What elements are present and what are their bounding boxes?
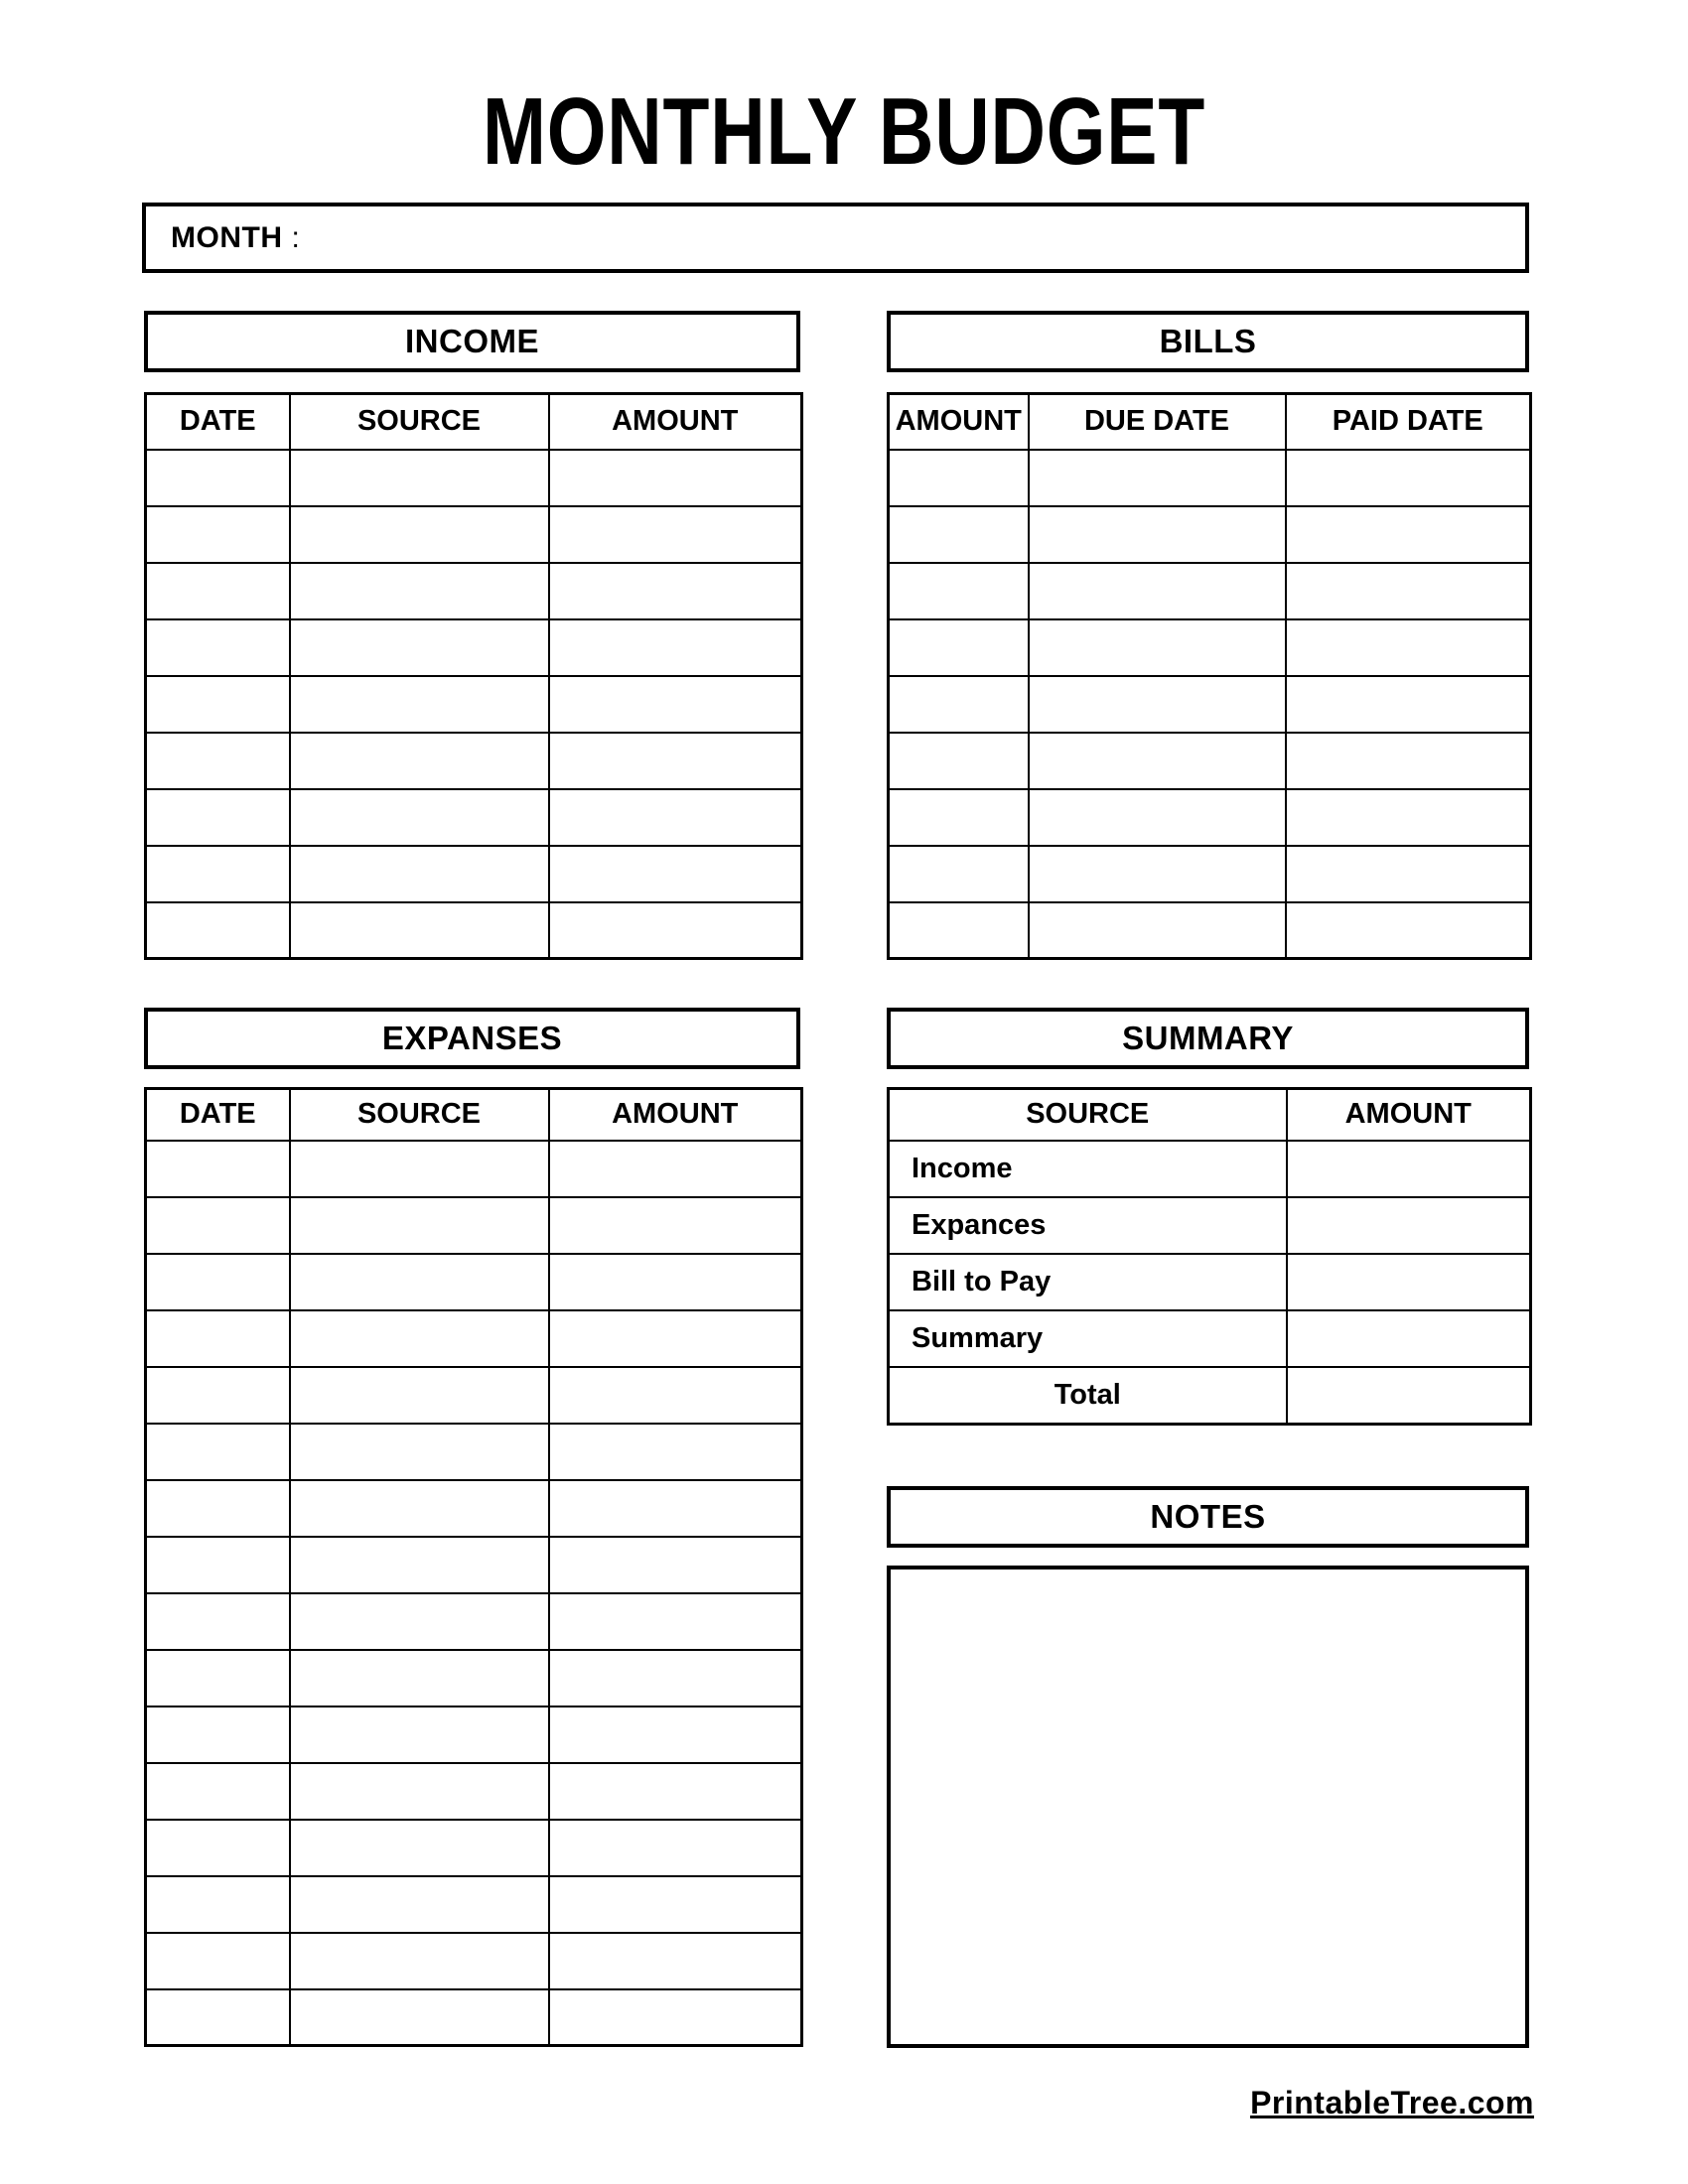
table-row: [889, 733, 1531, 789]
page-title: MONTHLY BUDGET: [482, 78, 1206, 185]
summary-row-summary: [889, 1310, 1531, 1367]
empty-cell: [1029, 846, 1286, 902]
empty-cell: [290, 1480, 549, 1537]
income-col-source: SOURCE: [290, 394, 549, 450]
table-row: [146, 563, 802, 619]
income-body: [146, 450, 802, 959]
table-row: [889, 450, 1531, 506]
summary-amount-cell: [1287, 1310, 1531, 1367]
table-row: [146, 1480, 802, 1537]
empty-cell: [146, 1141, 290, 1197]
empty-cell: [549, 1876, 802, 1933]
empty-cell: [290, 1650, 549, 1706]
table-row: [146, 1310, 802, 1367]
table-row: [889, 506, 1531, 563]
empty-cell: [146, 902, 290, 959]
empty-cell: [549, 1254, 802, 1310]
bills-col-due-date: DUE DATE: [1029, 394, 1286, 450]
empty-cell: [146, 450, 290, 506]
empty-cell: [549, 733, 802, 789]
empty-cell: [146, 1876, 290, 1933]
empty-cell: [549, 1197, 802, 1254]
table-row: [146, 846, 802, 902]
summary-row-bill-to-pay: [889, 1254, 1531, 1310]
summary-label-income: Income: [889, 1141, 1287, 1197]
empty-cell: [290, 1593, 549, 1650]
table-row: [146, 676, 802, 733]
empty-cell: [146, 733, 290, 789]
summary-total-label: Total: [889, 1367, 1287, 1425]
empty-cell: [290, 846, 549, 902]
empty-cell: [290, 733, 549, 789]
empty-cell: [549, 506, 802, 563]
empty-cell: [1286, 902, 1531, 959]
bills-section-title: BILLS: [887, 311, 1529, 372]
table-row: [146, 1650, 802, 1706]
empty-cell: [889, 676, 1029, 733]
empty-cell: [290, 450, 549, 506]
empty-cell: [1286, 450, 1531, 506]
empty-cell: [146, 676, 290, 733]
expanses-col-source: SOURCE: [290, 1089, 549, 1141]
empty-cell: [290, 676, 549, 733]
bills-col-paid-date: PAID DATE: [1286, 394, 1531, 450]
table-row: [889, 846, 1531, 902]
table-row: [146, 1763, 802, 1820]
summary-total-amount-cell: [1287, 1367, 1531, 1425]
empty-cell: [1029, 789, 1286, 846]
summary-col-source: SOURCE: [889, 1089, 1287, 1141]
empty-cell: [146, 619, 290, 676]
month-label: MONTH: [171, 220, 283, 254]
table-row: [146, 1820, 802, 1876]
empty-cell: [889, 789, 1029, 846]
empty-cell: [290, 1197, 549, 1254]
expanses-header-row: [146, 1089, 802, 1141]
empty-cell: [146, 1763, 290, 1820]
empty-cell: [549, 1763, 802, 1820]
empty-cell: [1029, 619, 1286, 676]
table-row: [146, 1141, 802, 1197]
empty-cell: [290, 1989, 549, 2046]
table-row: [146, 789, 802, 846]
empty-cell: [146, 1650, 290, 1706]
table-row: [146, 506, 802, 563]
empty-cell: [1029, 506, 1286, 563]
empty-cell: [290, 619, 549, 676]
summary-section-title: SUMMARY: [887, 1008, 1529, 1069]
summary-amount-cell: [1287, 1197, 1531, 1254]
bills-header-row: [889, 394, 1531, 450]
empty-cell: [1286, 676, 1531, 733]
empty-cell: [549, 1367, 802, 1424]
empty-cell: [290, 789, 549, 846]
bills-col-amount: AMOUNT: [889, 394, 1029, 450]
empty-cell: [889, 563, 1029, 619]
empty-cell: [290, 1763, 549, 1820]
bills-table: [887, 392, 1532, 960]
empty-cell: [889, 506, 1029, 563]
table-row: [889, 563, 1531, 619]
expanses-col-date: DATE: [146, 1089, 290, 1141]
empty-cell: [549, 450, 802, 506]
empty-cell: [290, 1310, 549, 1367]
empty-cell: [1029, 676, 1286, 733]
empty-cell: [146, 789, 290, 846]
empty-cell: [146, 846, 290, 902]
expanses-body: [146, 1141, 802, 2046]
empty-cell: [146, 1933, 290, 1989]
empty-cell: [549, 1141, 802, 1197]
table-row: [146, 1706, 802, 1763]
empty-cell: [146, 1197, 290, 1254]
month-colon: :: [291, 220, 300, 254]
empty-cell: [549, 1989, 802, 2046]
empty-cell: [889, 733, 1029, 789]
empty-cell: [549, 846, 802, 902]
empty-cell: [1029, 563, 1286, 619]
empty-cell: [549, 1424, 802, 1480]
empty-cell: [1029, 902, 1286, 959]
table-row: [146, 1367, 802, 1424]
empty-cell: [889, 902, 1029, 959]
empty-cell: [146, 1537, 290, 1593]
empty-cell: [549, 1537, 802, 1593]
empty-cell: [549, 1933, 802, 1989]
empty-cell: [146, 1367, 290, 1424]
summary-col-amount: AMOUNT: [1287, 1089, 1531, 1141]
empty-cell: [290, 1367, 549, 1424]
empty-cell: [549, 1480, 802, 1537]
table-row: [146, 733, 802, 789]
income-table: [144, 392, 803, 960]
empty-cell: [290, 1424, 549, 1480]
table-row: [146, 619, 802, 676]
table-row: [889, 619, 1531, 676]
empty-cell: [146, 1310, 290, 1367]
table-row: [146, 1537, 802, 1593]
income-header-row: [146, 394, 802, 450]
expanses-section-title: EXPANSES: [144, 1008, 800, 1069]
table-row: [146, 902, 802, 959]
income-col-date: DATE: [146, 394, 290, 450]
summary-label-expances: Expances: [889, 1197, 1287, 1254]
table-row: [146, 1876, 802, 1933]
empty-cell: [146, 1820, 290, 1876]
empty-cell: [290, 1537, 549, 1593]
empty-cell: [549, 563, 802, 619]
summary-label-summary: Summary: [889, 1310, 1287, 1367]
empty-cell: [549, 789, 802, 846]
empty-cell: [549, 1593, 802, 1650]
summary-amount-cell: [1287, 1254, 1531, 1310]
empty-cell: [146, 1424, 290, 1480]
footer-site-link[interactable]: PrintableTree.com: [1250, 2085, 1534, 2120]
table-row: [146, 1254, 802, 1310]
bills-body: [889, 450, 1531, 959]
empty-cell: [549, 619, 802, 676]
expanses-col-amount: AMOUNT: [549, 1089, 802, 1141]
expanses-table: [144, 1087, 803, 2047]
table-row: [146, 1593, 802, 1650]
empty-cell: [146, 1706, 290, 1763]
empty-cell: [290, 1254, 549, 1310]
empty-cell: [549, 676, 802, 733]
empty-cell: [1286, 789, 1531, 846]
empty-cell: [889, 619, 1029, 676]
empty-cell: [290, 902, 549, 959]
empty-cell: [1286, 563, 1531, 619]
empty-cell: [549, 1820, 802, 1876]
empty-cell: [889, 846, 1029, 902]
summary-label-bill-to-pay: Bill to Pay: [889, 1254, 1287, 1310]
empty-cell: [146, 1593, 290, 1650]
summary-table: [887, 1087, 1532, 1426]
empty-cell: [290, 506, 549, 563]
empty-cell: [290, 1820, 549, 1876]
empty-cell: [549, 1650, 802, 1706]
empty-cell: [290, 563, 549, 619]
table-row: [146, 450, 802, 506]
empty-cell: [1286, 733, 1531, 789]
empty-cell: [290, 1876, 549, 1933]
empty-cell: [1286, 846, 1531, 902]
table-row: [146, 1424, 802, 1480]
empty-cell: [1286, 506, 1531, 563]
income-section-title: INCOME: [144, 311, 800, 372]
empty-cell: [290, 1706, 549, 1763]
table-row: [889, 676, 1531, 733]
summary-row-expances: [889, 1197, 1531, 1254]
summary-row-income: [889, 1141, 1531, 1197]
empty-cell: [549, 1310, 802, 1367]
empty-cell: [549, 902, 802, 959]
empty-cell: [146, 1989, 290, 2046]
summary-header-row: [889, 1089, 1531, 1141]
empty-cell: [549, 1706, 802, 1763]
empty-cell: [290, 1141, 549, 1197]
empty-cell: [1286, 619, 1531, 676]
empty-cell: [146, 1254, 290, 1310]
empty-cell: [146, 1480, 290, 1537]
empty-cell: [146, 506, 290, 563]
summary-amount-cell: [1287, 1141, 1531, 1197]
table-row: [146, 1197, 802, 1254]
empty-cell: [1029, 450, 1286, 506]
notes-section-title: NOTES: [887, 1486, 1529, 1548]
month-field-box: [142, 203, 1529, 273]
empty-cell: [290, 1933, 549, 1989]
table-row: [889, 902, 1531, 959]
table-row: [146, 1933, 802, 1989]
empty-cell: [889, 450, 1029, 506]
table-row: [146, 1989, 802, 2046]
empty-cell: [146, 563, 290, 619]
income-col-amount: AMOUNT: [549, 394, 802, 450]
empty-cell: [1029, 733, 1286, 789]
notes-area: [887, 1566, 1529, 2048]
summary-row-total: [889, 1367, 1531, 1425]
table-row: [889, 789, 1531, 846]
